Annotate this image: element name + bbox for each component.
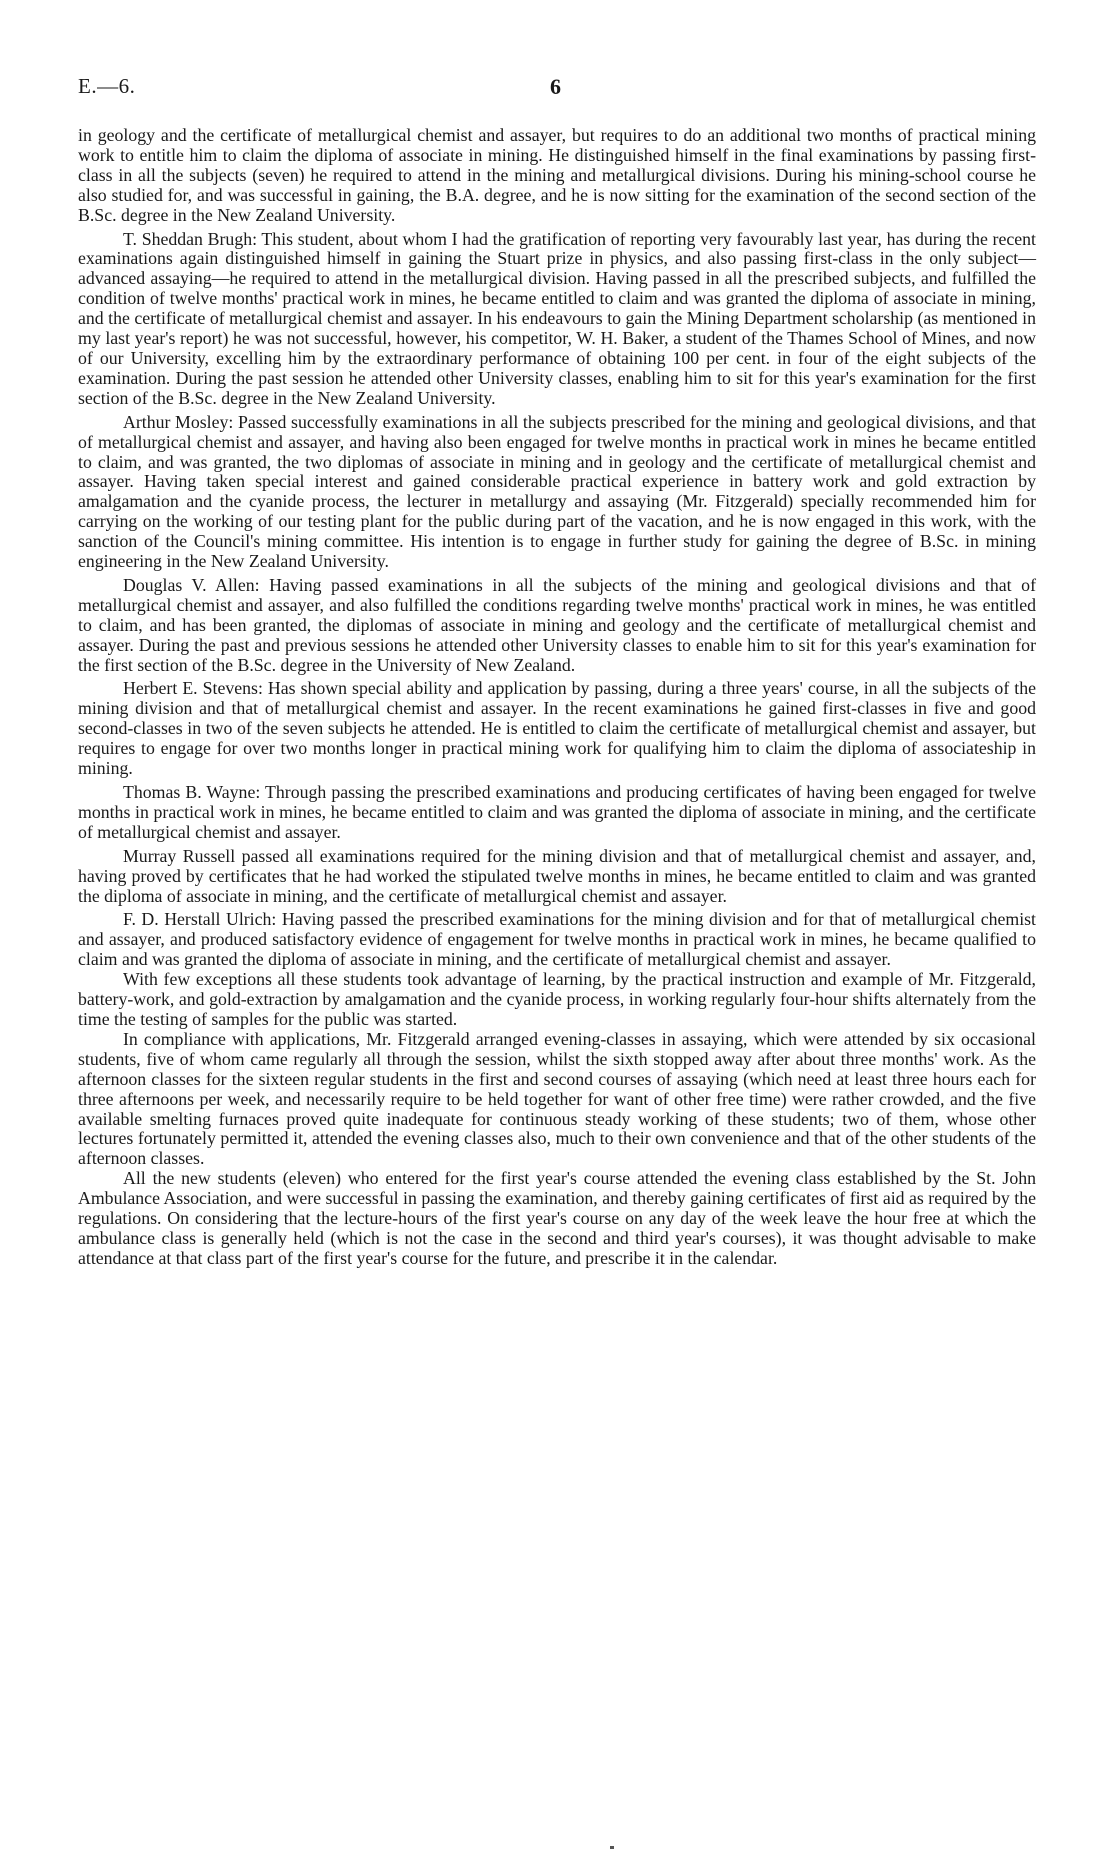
page-content — [78, 74, 1036, 1273]
paragraph-brugh: T. Sheddan Brugh: This student, about whom I had the gratification of reporting very favourably last year, has during the recent examinations again distinguished himself in gaining the Stuart prize in physics, and also passing first-class in the only subject—advanced assaying—he required to attend in the metallurgical division. Having passed in all the prescribed subjects, and fulfilled the condition of twelve months' practical work in mines, he became entitled to claim and was granted the diploma of associate in mining, and the certificate of metallurgical chemist and assayer. In his endeavours to gain the Mining Department scholarship (as mentioned in my last year's report) he was not successful, however, his competitor, W. H. Baker, a student of the Thames School of Mines, and now of our University, excelling him by the extraordinary performance of obtaining 100 per cent. in four of the eight subjects of the examination. During the past session he attended other University classes, enabling him to sit for this year's examination for the first section of the B.Sc. degree in the New Zealand University. — [78, 228, 1036, 408]
print-speck — [610, 1846, 614, 1849]
document-reference: E.—6. — [78, 74, 136, 98]
paragraph-ambulance-class: All the new students (eleven) who entered for the first year's course attended the evening class established by the St. John Ambulance Association, and were successful in passing the examination, and thereby gaining certificates of first aid as required by the regulations. On considering that the lecture-hours of the first year's course on any day of the week leave the hour free at which the ambulance class is generally held (which is not the case in the second and third year's courses), it was thought advisable to make attendance at that class part of the first year's course for the future, and prescribe it in the calendar. — [78, 1168, 1036, 1268]
page-header — [78, 74, 1036, 114]
paragraph-allen: Douglas V. Allen: Having passed examinations in all the subjects of the mining and geological divisions and that of metallurgical chemist and assayer, and also fulfilled the conditions regarding twelve months' practical work in mines, he was entitled to claim, and has been granted, the diplomas of associate in mining and geology and the certificate of metallurgical chemist and assayer. During the past and previous sessions he attended other University classes to enable him to sit for this year's examination for the first section of the B.Sc. degree in the University of New Zealand. — [78, 574, 1036, 675]
paragraph-mosley: Arthur Mosley: Passed successfully examinations in all the subjects prescribed for the mining and geological divisions, and that of metallurgical chemist and assayer, and having also been engaged for twelve months in practical work in mines he became entitled to claim, and was granted, the two diplomas of associate in mining and in geology and the certificate of metallurgical chemist and assayer. Having taken special interest and gained considerable practical experience in battery work and gold extraction by amalgamation and the cyanide process, the lecturer in metallurgy and assaying (Mr. Fitzgerald) specially recommended him for carrying on the working of our testing plant for the public during part of the vacation, and he is now engaged in this work, with the sanction of the Council's mining committee. His intention is to engage in further study for gaining the degree of B.Sc. in mining engineering in the New Zealand University. — [78, 411, 1036, 572]
paragraph-ulrich: F. D. Herstall Ulrich: Having passed the prescribed examinations for the mining division and for that of metallurgical chemist and assayer, and produced satisfactory evidence of engagement for twelve months in practical work in mines, he became qualified to claim and was granted the diploma of associate in mining, and the certificate of metallurgical chemist and assayer. — [78, 909, 1036, 970]
paragraph-evening-classes: In compliance with applications, Mr. Fitzgerald arranged evening-classes in assaying, which were attended by six occasional students, five of whom came regularly all through the session, whilst the sixth stopped away after about three months' work. As the afternoon classes for the sixteen regular students in the first and second courses of assaying (which need at least three hours each for three afternoons per week, and necessarily require to be held together for want of other free time) were rather crowded, and the five available smelting furnaces proved quite inadequate for continuous steady working of these students; two of them, whose other lectures fortunately permitted it, attended the evening classes also, much to their own convenience and that of the other students of the afternoon classes. — [78, 1028, 1036, 1169]
paragraph-continuation: in geology and the certificate of metallurgical chemist and assayer, but requires to do an additional two months of practical mining work to entitle him to claim the diploma of associate in mining. He distinguished himself in the final examinations by passing first-class in all the subjects (seven) he required to attend in the mining and metallurgical divisions. During his mining-school course he also studied for, and was successful in gaining, the B.A. degree, and he is now sitting for the examination of the second section of the B.Sc. degree in the New Zealand University. — [78, 125, 1036, 225]
paragraph-wayne: Thomas B. Wayne: Through passing the prescribed examinations and producing certificates of having been engaged for twelve months in practical work in mines, he became entitled to claim and was granted the diploma of associate in mining, and the certificate of metallurgical chemist and assayer. — [78, 782, 1036, 842]
page-number: 6 — [550, 74, 561, 99]
paragraph-practical-instruction: With few exceptions all these students took advantage of learning, by the practical instruction and example of Mr. Fitzgerald, battery-work, and gold-extraction by amalgamation and the cyanide process, in working regularly four-hour shifts alternately from the time the testing of samples for the public was started. — [78, 969, 1036, 1029]
paragraph-russell: Murray Russell passed all examinations required for the mining division and that of metallurgical chemist and assayer, and, having proved by certificates that he had worked the stipulated twelve months in mines, he became entitled to claim and was granted the diploma of associate in mining, and the certificate of metallurgical chemist and assayer. — [78, 845, 1036, 906]
body-text — [78, 126, 1036, 1269]
paragraph-stevens: Herbert E. Stevens: Has shown special ability and application by passing, during a three years' course, in all the subjects of the mining division and that of metallurgical chemist and assayer. In the recent examinations he gained first-classes in five and good second-classes in two of the seven subjects he attended. He is entitled to claim the certificate of metallurgical chemist and assayer, but requires to engage for over two months longer in practical mining work for qualifying him to claim the diploma of associateship in mining. — [78, 678, 1036, 779]
